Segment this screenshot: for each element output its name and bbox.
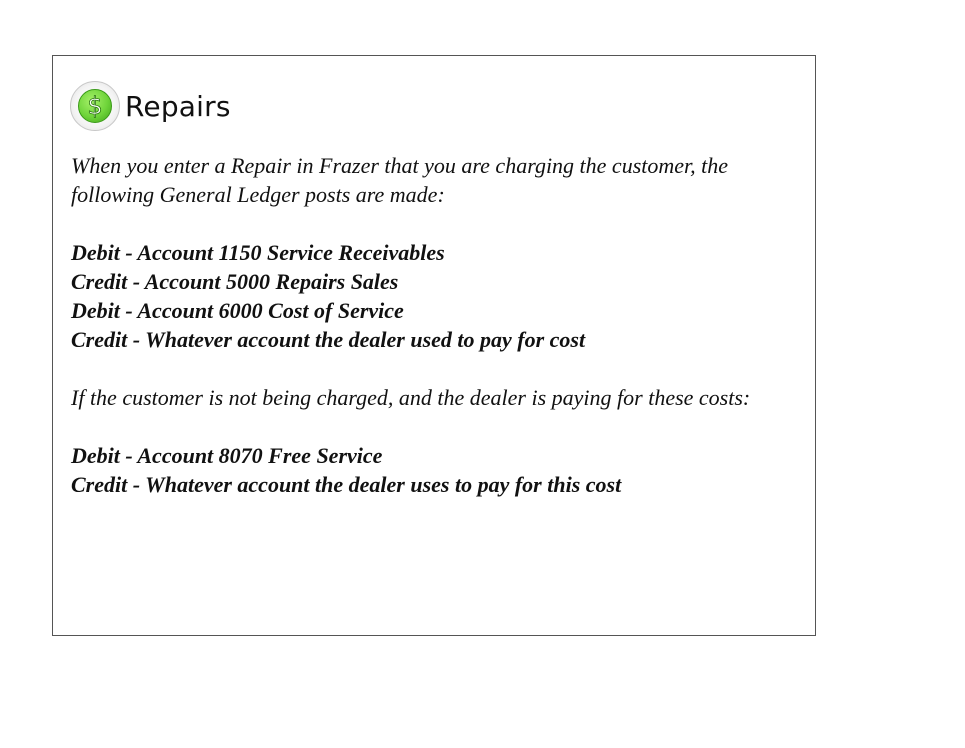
- ledger-entry: Debit - Account 1150 Service Receivables: [71, 240, 445, 265]
- ledger-entry: Credit - Account 5000 Repairs Sales: [71, 269, 399, 294]
- ledger-entry: Credit - Whatever account the dealer used to pay for cost: [71, 327, 586, 352]
- dollar-symbol: $: [87, 93, 103, 119]
- panel-header: [70, 79, 231, 133]
- ledger-entry: Debit - Account 8070 Free Service: [71, 443, 383, 468]
- ledger-entry: Credit - Whatever account the dealer uses to pay for this cost: [71, 472, 622, 497]
- charged-intro: When you enter a Repair in Frazer that you are charging the customer, the following General Ledger posts are made:: [71, 153, 729, 207]
- ledger-content: [71, 151, 806, 499]
- dollar-coin-icon: [70, 81, 120, 131]
- ledger-entry: Debit - Account 6000 Cost of Service: [71, 298, 404, 323]
- not-charged-intro: If the customer is not being charged, and the dealer is paying for these costs:: [71, 385, 751, 410]
- repairs-panel: [52, 55, 816, 636]
- page-title: Repairs: [125, 89, 231, 123]
